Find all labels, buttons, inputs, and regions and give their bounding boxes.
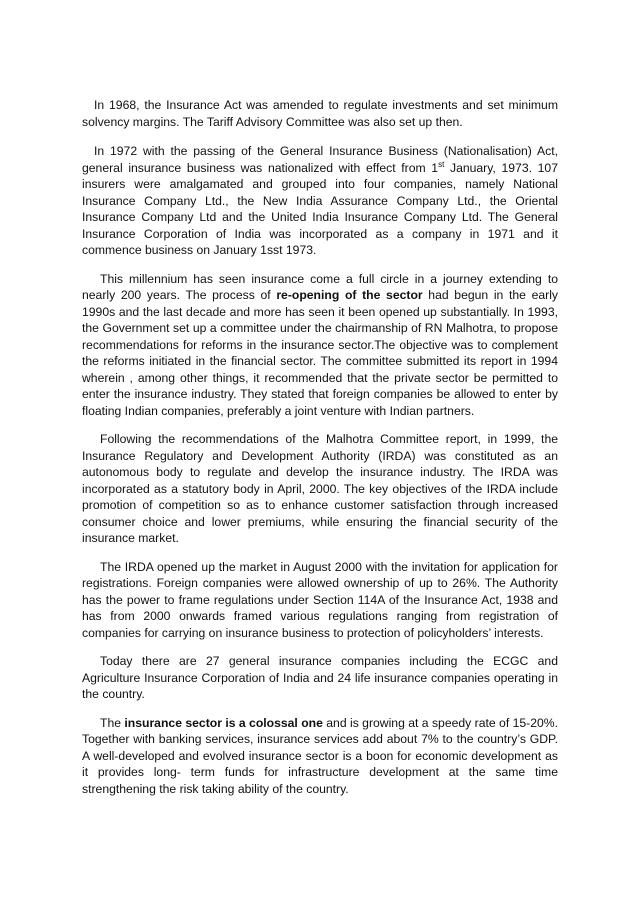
paragraph-text: This millennium has seen insurance come a full circle in a journey extending to nearly 200 years. The process of — [82, 271, 558, 302]
document-page — [82, 97, 558, 809]
paragraph-text: The — [100, 715, 125, 730]
bold-phrase: insurance sector is a colossal one — [124, 715, 323, 730]
ordinal-superscript: st — [438, 159, 445, 169]
paragraph-insurance-act-1968 — [82, 97, 558, 130]
paragraph-irda-market-opening — [82, 559, 558, 642]
paragraph-reopening-sector — [82, 271, 558, 420]
paragraph-text: had begun in the early 1990s and the last decade and more has seen it been opened up substantially. In 1993, the Government set up a committee under the chairmanship of RN Malhotra, to propose recommendations for reforms in the insurance sector.The objective was to complement the reforms initiated in the financial sector. The committee submitted its report in 1994 wherein , among other things, it recommended that the private sector be permitted to enter the insurance industry. They stated that foreign companies be allowed to enter by floating Indian companies, preferably a joint venture with Indian partners. — [82, 288, 559, 418]
paragraph-text: and is growing at a speedy rate of 15-20%. Together with banking services, insurance services add about 7% to the country’s GDP. A well-developed and evolved insurance sector is a boon for economic development as it provides long- term funds for infrastructure development at the same time strengthening the risk taking ability of the country. — [82, 715, 558, 796]
paragraph-text: The IRDA opened up the market in August 2000 with the invitation for application for registrations. Foreign companies were allowed ownership of up to 26%. The Authority has the power to frame regulations under Section 114A of the Insurance Act, 1938 and has from 2000 onwards framed various regulations ranging from registration of companies for carrying on insurance business to protection of policyholders’ interests. — [82, 559, 558, 640]
paragraph-nationalisation-1972 — [82, 143, 558, 259]
paragraph-text: In 1972 with the passing of the General Insurance Business (Nationalisation) Act, general insurance business was nationalized with effect from 1 — [82, 144, 558, 175]
paragraph-irda-constitution — [82, 431, 558, 547]
paragraph-sector-growth — [82, 715, 558, 798]
paragraph-text: Following the recommendations of the Malhotra Committee report, in 1999, the Insurance Regulatory and Development Authority (IRDA) was constituted as an autonomous body to regulate and develop the insurance industry. The IRDA was incorporated as a statutory body in April, 2000. The key objectives of the IRDA include promotion of competition so as to enhance customer satisfaction through increased consumer choice and lower premiums, while ensuring the financial security of the insurance market. — [82, 432, 558, 545]
bold-phrase: re-opening of the sector — [276, 288, 423, 302]
paragraph-text: Today there are 27 general insurance companies including the ECGC and Agriculture Insurance Corporation of India and 24 life insurance companies operating in the country. — [82, 654, 558, 701]
paragraph-companies-today — [82, 653, 558, 703]
paragraph-text: In 1968, the Insurance Act was amended to regulate investments and set minimum solvency margins. The Tariff Advisory Committee was also set up then. — [82, 98, 558, 129]
paragraph-text: January, 1973. 107 insurers were amalgamated and grouped into four companies, namely National Insurance Company Ltd., the New India Assurance Company Ltd., the Oriental Insurance Company Ltd and the United India Insurance Company Ltd. The General Insurance Corporation of India was incorporated as a company in 1971 and it commence business on January 1sst 1973. — [82, 160, 558, 257]
